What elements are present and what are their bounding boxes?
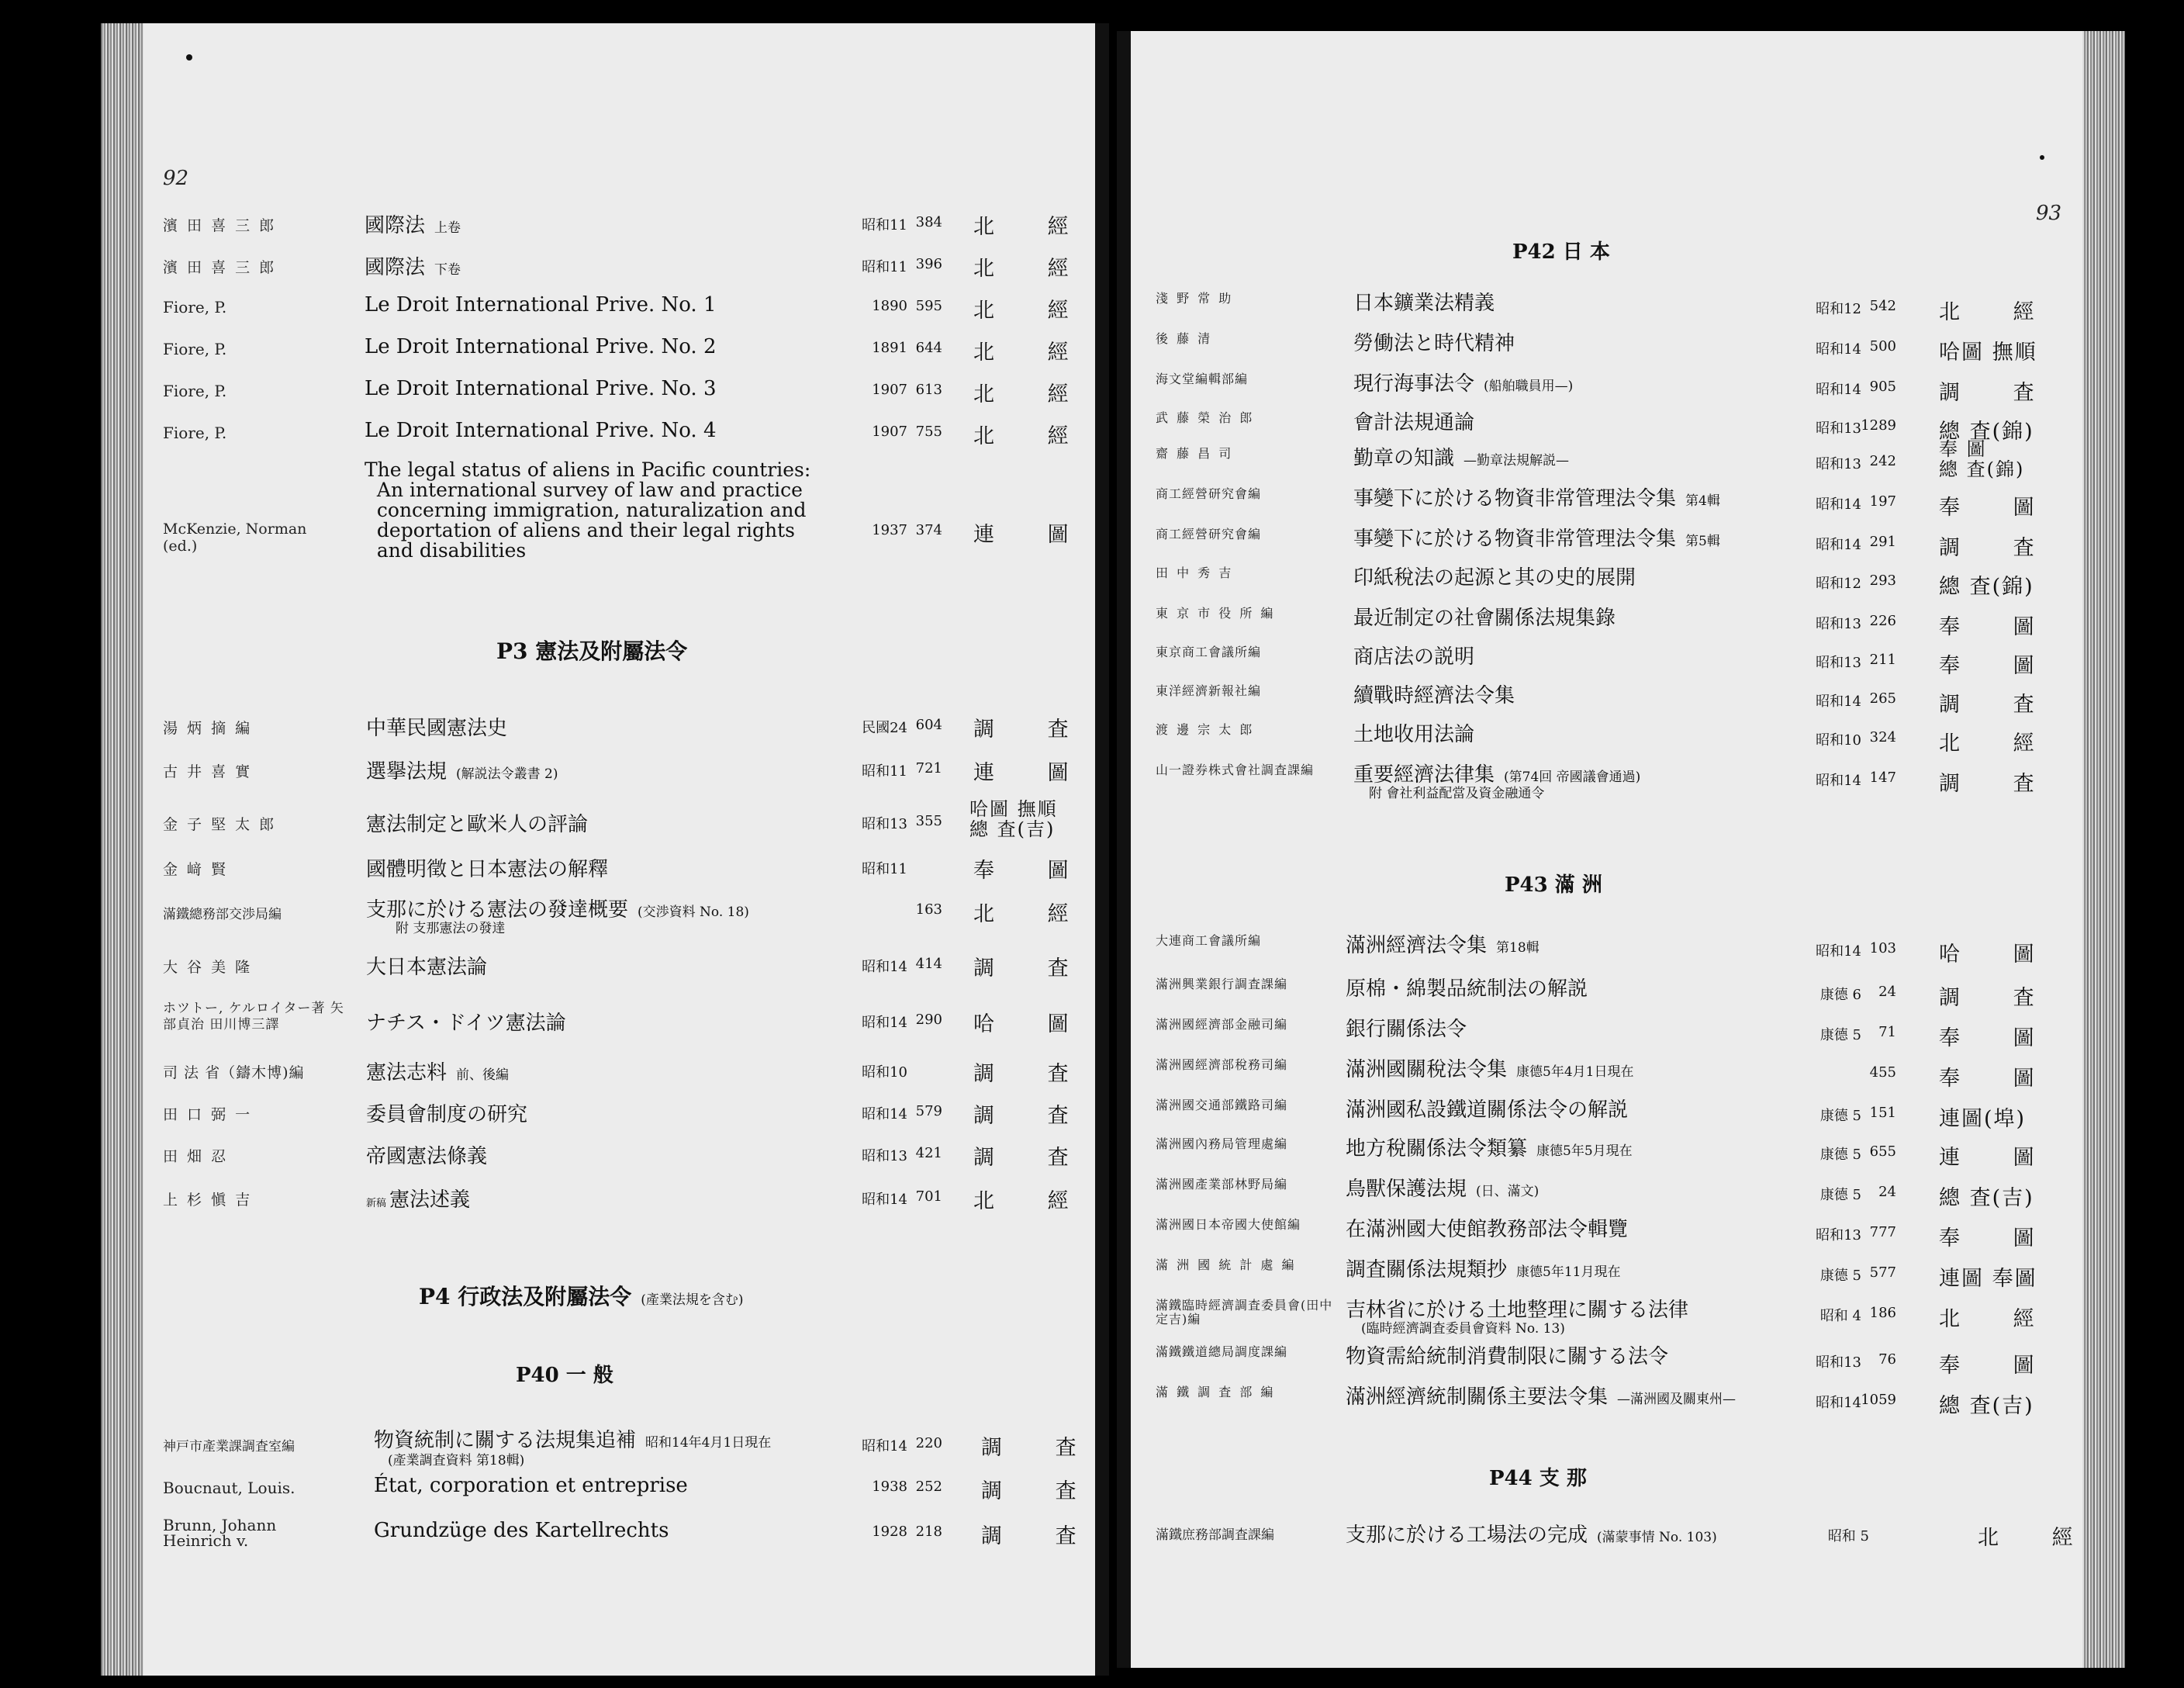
entry-location: 北 經: [1939, 732, 2058, 756]
entry-title: 物資統制に關する法規集追補 昭和14年4月1日現在: [374, 1429, 772, 1452]
entry-location: 調 査: [973, 718, 1092, 742]
entry-year: 昭和14: [862, 1015, 907, 1031]
entry-location: 調 査: [1939, 381, 2058, 405]
entry-row-multiline: [163, 460, 1094, 584]
entry-title: 印紙稅法の起源と其の史的展開: [1353, 566, 1636, 590]
entry-author: 滿鐵臨時經濟調査委員會(田中定吉)編: [1156, 1298, 1333, 1327]
entry-title: 憲法制定と歐米人の評論: [366, 813, 589, 836]
entry-row: [1156, 1094, 2086, 1131]
entry-row: [163, 1140, 1094, 1171]
entry-author: McKenzie, Norman (ed.): [163, 521, 307, 555]
entry-author: Brunn, Johann Heinrich v.: [163, 1516, 277, 1550]
entry-row: [1156, 483, 2086, 520]
entry-pages: 455: [1869, 1064, 1896, 1081]
entry-year: 昭和14: [1816, 694, 1861, 710]
entry-author: 司 法 省（鑄木博)編: [163, 1064, 305, 1081]
entry-location: 哈 圖: [1939, 943, 2058, 967]
entry-author: 商工經營研究會編: [1156, 486, 1262, 501]
entry-title: 國際法 上卷: [365, 214, 461, 237]
entry-row: [1156, 327, 2086, 365]
entry-row: [1156, 1340, 2086, 1378]
section-heading-p40: P40 一 般: [516, 1364, 613, 1387]
entry-year: 昭和14: [862, 1438, 907, 1455]
entry-pages: 613: [915, 382, 942, 398]
entry-pages: 324: [1869, 729, 1896, 745]
entry-location: 奉 圖: [1939, 654, 2058, 678]
entry-row: [163, 377, 1094, 408]
entry-location: 北 經: [1939, 300, 2058, 324]
ink-speck: [2040, 155, 2044, 160]
entry-title: État, corporation et entreprise: [374, 1474, 688, 1497]
entry-pages: 242: [1869, 453, 1896, 469]
entry-year: 昭和11: [862, 259, 907, 275]
entry-row: [163, 335, 1094, 366]
entry-year: 1937: [872, 522, 907, 538]
entry-author: 大 谷 美 隆: [163, 959, 253, 976]
entry-pages: 355: [915, 813, 942, 829]
entry-row: [1156, 1213, 2086, 1250]
entry-location: 連 圖: [973, 761, 1092, 785]
entry-row: [1156, 523, 2086, 560]
entry-pages: 76: [1878, 1351, 1896, 1368]
entry-author: 田 中 秀 吉: [1156, 566, 1234, 580]
entry-row: [1156, 368, 2086, 405]
entry-author: 上 杉 愼 吉: [163, 1192, 253, 1209]
entry-author: 金 﨑 賢: [163, 861, 229, 878]
entry-author: Boucnaut, Louis.: [163, 1479, 295, 1497]
entry-year: 康德 5: [1819, 1027, 1861, 1043]
entry-year: 康德 5: [1819, 1147, 1861, 1163]
entry-pages: 293: [1869, 572, 1896, 589]
entry-year: 昭和11: [862, 763, 907, 780]
entry-author: 湯 炳 摘 編: [163, 720, 253, 737]
entry-title: 勞働法と時代精神: [1353, 332, 1515, 355]
entry-row: [163, 419, 1094, 450]
section-heading-p4: P4 行政法及附屬法令 (產業法規を含む): [419, 1284, 744, 1309]
entry-row: [1156, 1294, 2086, 1339]
entry-location: 總 査(錦): [1939, 420, 2034, 444]
entry-row: [163, 799, 1094, 842]
entry-author: 滿 鐵 調 査 部 編: [1156, 1385, 1276, 1399]
entry-row: [163, 1516, 1100, 1562]
page-number: 92: [163, 167, 189, 190]
entry-row: [163, 1057, 1094, 1088]
entry-location: 奉 圖: [1939, 1067, 2058, 1091]
entry-author: 武 藤 榮 治 郎: [1156, 410, 1255, 425]
entry-title: 最近制定の社會關係法規集錄: [1353, 607, 1616, 630]
entry-pages: 905: [1869, 379, 1896, 395]
entry-subtitle: 附 支那憲法の發達: [396, 921, 506, 936]
entry-year: 昭和13: [1816, 655, 1861, 671]
entry-title: 銀行關係法令: [1346, 1018, 1467, 1041]
entry-location: 調 査: [981, 1436, 1100, 1460]
entry-pages: 226: [1869, 613, 1896, 629]
entry-title: Le Droit International Prive. No. 3: [365, 377, 717, 400]
entry-author: 渡 邊 宗 太 郎: [1156, 722, 1255, 737]
entry-title: 鳥獸保護法規 (日、滿文): [1346, 1178, 1540, 1201]
entry-title: 原棉・綿製品統制法の解説: [1346, 977, 1588, 1001]
entry-pages: 147: [1869, 770, 1896, 786]
entry-row: [1156, 680, 2086, 717]
entry-author: 山一證券株式會社調査課編: [1156, 763, 1315, 777]
entry-author: 滿洲國日本帝國大使館編: [1156, 1217, 1301, 1232]
entry-title: 物資需給統制消費制限に關する法令: [1346, 1345, 1669, 1368]
entry-year: 昭和13: [1816, 420, 1861, 437]
entry-row: [1156, 562, 2086, 599]
entry-title: Le Droit International Prive. No. 1: [365, 293, 717, 316]
entry-pages: 291: [1869, 534, 1896, 550]
entry-pages: 414: [915, 956, 942, 972]
entry-author: 東洋經濟新報社編: [1156, 683, 1262, 698]
entry-pages: 290: [915, 1012, 942, 1028]
entry-location: 調 査: [1939, 693, 2058, 717]
entry-location: 北 經: [1939, 1307, 2058, 1331]
entry-pages: 500: [1869, 338, 1896, 355]
left-page: [101, 23, 1109, 1676]
entry-title: 吉林省に於ける土地整理に關する法律: [1346, 1299, 1689, 1322]
entry-pages: 186: [1869, 1305, 1896, 1321]
entry-author: 東 京 市 役 所 編: [1156, 606, 1276, 621]
entry-year: 昭和14: [1816, 1395, 1861, 1411]
entry-title: 滿洲國關稅法令集 康德5年4月1日現在: [1346, 1058, 1634, 1081]
entry-row: [163, 712, 1094, 743]
entry-pages: 421: [915, 1145, 942, 1161]
entry-row: [163, 251, 1094, 282]
entry-row: [163, 756, 1094, 787]
entry-year: 昭和14: [862, 959, 907, 975]
entry-location: 調 査: [973, 1104, 1092, 1128]
page-number: 93: [2036, 202, 2062, 225]
entry-author: 神戸市產業課調査室編: [163, 1439, 295, 1455]
entry-title: 選擧法規 (解説法令叢書 2): [366, 760, 558, 783]
entry-row: [1156, 602, 2086, 639]
entry-location: 奉 圖: [1939, 1226, 2058, 1250]
entry-title: 事變下に於ける物資非常管理法令集 第4輯: [1353, 487, 1720, 510]
entry-author: 商工經營研究會編: [1156, 527, 1262, 541]
entry-location: 連圖(埠): [1939, 1107, 2027, 1131]
entry-year: 昭和13: [1816, 1354, 1861, 1371]
entry-row: [163, 993, 1094, 1047]
entry-location: 奉 圖 總 査(錦): [1939, 438, 2025, 480]
entry-year: 昭和14: [862, 1106, 907, 1122]
gutter-shadow: [1095, 23, 1109, 1676]
entry-pages: 211: [1869, 652, 1896, 668]
entry-author: 滿洲國內務局管理處編: [1156, 1136, 1288, 1151]
entry-author: 滿洲國經濟部金融司編: [1156, 1017, 1288, 1032]
entry-pages: 218: [915, 1524, 942, 1540]
entry-row: [1156, 1013, 2086, 1050]
entry-title: Le Droit International Prive. No. 4: [365, 419, 717, 442]
entry-pages: 265: [1869, 690, 1896, 707]
entry-pages: 71: [1878, 1024, 1896, 1040]
entry-year: 昭和10: [862, 1064, 907, 1081]
entry-location: 總 査(錦): [1939, 575, 2034, 599]
entry-location: 北 經: [973, 215, 1092, 239]
entry-pages: 1289: [1861, 417, 1896, 434]
entry-year: 昭和14: [1816, 537, 1861, 553]
entry-location: 北 經: [973, 902, 1092, 926]
entry-row: [1156, 1053, 2086, 1091]
entry-location: 調 査: [1939, 986, 2058, 1010]
entry-title: ナチス・ドイツ憲法論: [366, 1012, 566, 1035]
entry-location: 總 査(吉): [1939, 1394, 2034, 1418]
entry-title: 委員會制度の研究: [366, 1103, 528, 1126]
entry-title: 大日本憲法論: [366, 956, 488, 979]
entry-author: 滿鐵庶務部調査課編: [1156, 1527, 1274, 1543]
entry-location: 北 經: [973, 299, 1092, 323]
entry-year: 1891: [872, 340, 907, 356]
entry-author: 淺 野 常 助: [1156, 291, 1234, 306]
entry-pages: 701: [915, 1188, 942, 1205]
entry-row: [1156, 1133, 2086, 1170]
entry-author: 滿洲國產業部林野局編: [1156, 1177, 1288, 1192]
entry-pages: 103: [1869, 940, 1896, 956]
entry-author: 大連商工會議所編: [1156, 933, 1262, 948]
section-heading-p3: P3 憲法及附屬法令: [496, 638, 688, 664]
entry-location: 連 圖: [973, 523, 1092, 547]
entry-title: 事變下に於ける物資非常管理法令集 第5輯: [1353, 528, 1720, 551]
entry-year: 昭和 5: [1827, 1528, 1869, 1544]
entry-title: 現行海事法令 (船舶職員用—): [1353, 372, 1574, 396]
entry-year: 昭和 4: [1819, 1308, 1861, 1324]
entry-location: 北 經: [973, 341, 1092, 365]
entry-year: 昭和13: [1816, 1227, 1861, 1244]
entry-author: Fiore, P.: [163, 424, 227, 442]
entry-location: 調 査: [981, 1524, 1100, 1548]
entry-pages: 163: [915, 901, 942, 918]
entry-title: 續戰時經濟法令集: [1353, 684, 1515, 707]
entry-year: 1890: [872, 298, 907, 314]
entry-title: 土地收用法論: [1353, 723, 1475, 746]
entry-author: 滿鐵鐵道總局調度課編: [1156, 1344, 1288, 1359]
entry-year: 昭和12: [1816, 576, 1861, 592]
entry-author: ホツトー, ケルロイター著 矢部貞治 田川博三譯: [163, 1001, 344, 1033]
entry-author: 齋 藤 昌 司: [1156, 446, 1234, 461]
entry-pages: 220: [915, 1435, 942, 1451]
entry-year: 民國24: [862, 720, 907, 736]
entry-title: Le Droit International Prive. No. 2: [365, 335, 717, 358]
entry-row: [163, 293, 1094, 324]
entry-row: [1156, 1254, 2086, 1291]
entry-location: 調 査: [1939, 536, 2058, 560]
entry-year: 昭和14: [1816, 341, 1861, 358]
entry-author: Fiore, P.: [163, 340, 227, 358]
entry-year: 昭和11: [862, 861, 907, 877]
entry-pages: 604: [915, 717, 942, 733]
entry-location: 奉 圖: [1939, 496, 2058, 520]
entry-author: 濱 田 喜 三 郎: [163, 259, 277, 276]
entry-title: The legal status of aliens in Pacific countries: An international survey of law and practice concerning immigration, naturalization and deportation of aliens and their legal rights and disabilities: [365, 458, 811, 562]
entry-title: 國際法 下卷: [365, 256, 461, 279]
entry-location: 北 經: [1978, 1526, 2096, 1550]
entry-location: 連圖 奉圖: [1939, 1267, 2037, 1291]
entry-pages: 384: [915, 214, 942, 230]
entry-author: 滿洲興業銀行調査課編: [1156, 977, 1288, 991]
entry-row: [1156, 1519, 2096, 1550]
entry-pages: 374: [915, 522, 942, 538]
entry-year: 昭和13: [862, 816, 907, 832]
entry-pages: 721: [915, 760, 942, 777]
ink-speck: [186, 54, 192, 61]
entry-subtitle: (臨時經濟調査委員會資料 No. 13): [1361, 1321, 1565, 1337]
entry-year: 昭和14: [1816, 496, 1861, 513]
entry-pages: 655: [1869, 1143, 1896, 1160]
entry-subtitle: 附 會社利益配當及資金融通令: [1369, 786, 1545, 801]
entry-row: [1156, 718, 2086, 756]
entry-title: 支那に於ける工場法の完成 (滿蒙事情 No. 103): [1346, 1524, 1717, 1547]
entry-title: 調査關係法規類抄 康德5年11月現在: [1346, 1258, 1621, 1282]
entry-year: 昭和11: [862, 217, 907, 233]
entry-year: 昭和13: [1816, 456, 1861, 472]
entry-author: 滿 洲 國 統 計 處 編: [1156, 1257, 1297, 1272]
entry-year: 昭和10: [1816, 732, 1861, 749]
entry-row: [163, 951, 1094, 982]
entry-location: 總 査(吉): [1939, 1186, 2034, 1210]
entry-location: 奉 圖: [1939, 1026, 2058, 1050]
entry-row: [1156, 1381, 2086, 1418]
entry-row: [163, 209, 1094, 240]
entry-location: 北 經: [973, 424, 1092, 448]
entry-pages: 396: [915, 256, 942, 272]
entry-author: 後 藤 清: [1156, 331, 1213, 346]
entry-pages: 151: [1869, 1105, 1896, 1121]
entry-row: [163, 1098, 1094, 1129]
entry-row: [1156, 759, 2086, 804]
entry-location: 北 經: [973, 382, 1092, 406]
entry-location: 連 圖: [1939, 1146, 2058, 1170]
entry-author: 田 口 弼 一: [163, 1106, 253, 1123]
entry-row: [163, 1474, 1100, 1505]
entry-year: 昭和14: [1816, 382, 1861, 398]
entry-year: 康德 5: [1819, 1187, 1861, 1203]
entry-location: 奉 圖: [973, 859, 1092, 883]
entry-title: 國體明徵と日本憲法の解釋: [366, 858, 609, 881]
entry-title: 地方稅關係法令類纂 康德5年5月現在: [1346, 1137, 1633, 1160]
entry-title: 中華民國憲法史: [366, 717, 508, 740]
entry-author: 海文堂編輯部編: [1156, 372, 1249, 386]
entry-author: 滿鐵總務部交渉局編: [163, 907, 282, 922]
entry-author: 東京商工會議所編: [1156, 645, 1262, 659]
entry-year: 1907: [872, 382, 907, 398]
section-heading-p44: P44 支 那: [1489, 1467, 1587, 1490]
entry-year: 昭和14: [862, 1192, 907, 1208]
entry-author: 滿洲國經濟部稅務司編: [1156, 1057, 1288, 1072]
entry-location: 北 經: [973, 1189, 1092, 1213]
entry-title: 憲法志料 前、後編: [366, 1061, 510, 1084]
entry-year: 昭和14: [1816, 773, 1861, 789]
entry-location: 調 査: [973, 956, 1092, 981]
entry-title: 滿洲國私設鐵道關係法令の解説: [1346, 1098, 1629, 1122]
entry-location: 哈圖 撫順 總 査(吉): [969, 798, 1058, 840]
entry-location: 調 査: [1939, 772, 2058, 796]
entry-title: 滿洲經濟法令集 第18輯: [1346, 934, 1540, 957]
entry-row: [163, 891, 1094, 937]
entry-year: 康德 5: [1819, 1108, 1861, 1124]
entry-location: 調 査: [973, 1146, 1092, 1170]
entry-year: 康德 5: [1819, 1268, 1861, 1284]
entry-location: 哈 圖: [973, 1012, 1092, 1036]
left-page-edge: [101, 23, 143, 1676]
entry-location: 北 經: [973, 257, 1092, 281]
entry-title: 滿洲經濟統制關係主要法令集 —滿洲國及關東州—: [1346, 1385, 1736, 1409]
entry-year: 昭和13: [862, 1148, 907, 1164]
entry-row: [1156, 641, 2086, 678]
section-heading-p43: P43 滿 洲: [1505, 873, 1602, 897]
entry-location: 哈圖 撫順: [1939, 341, 2037, 365]
entry-row: [1156, 1173, 2086, 1210]
entry-pages: 777: [1869, 1224, 1896, 1240]
entry-title: 新稿 憲法述義: [366, 1188, 471, 1212]
entry-pages: 577: [1869, 1264, 1896, 1281]
entry-row: [163, 1424, 1100, 1471]
entry-title: 在滿洲國大使館教務部法令輯覽: [1346, 1218, 1629, 1241]
entry-row: [1156, 973, 2086, 1010]
gutter-shadow: [1117, 31, 1131, 1668]
entry-author: Fiore, P.: [163, 298, 227, 316]
entry-subtitle: (產業調査資料 第18輯): [388, 1453, 525, 1468]
entry-title: 重要經濟法律集 (第74回 帝國議會通過): [1353, 763, 1641, 787]
entry-pages: 1059: [1861, 1392, 1896, 1408]
entry-row: [1156, 929, 2086, 967]
entry-row: [163, 1184, 1094, 1215]
entry-year: 1928: [872, 1524, 907, 1540]
entry-pages: 595: [915, 298, 942, 314]
entry-pages: 644: [915, 340, 942, 356]
entry-pages: 252: [915, 1479, 942, 1495]
entry-title: 勤章の知識 —勤章法規解説—: [1353, 447, 1570, 470]
entry-author: 古 井 喜 實: [163, 763, 253, 780]
entry-author: Fiore, P.: [163, 382, 227, 400]
entry-pages: 24: [1878, 1184, 1896, 1200]
right-page: [1117, 31, 2125, 1668]
entry-pages: 24: [1878, 984, 1896, 1000]
entry-row: [1156, 438, 2086, 480]
entry-title: 支那に於ける憲法の發達概要 (交渉資料 No. 18): [366, 898, 749, 922]
entry-title: 商店法の説明: [1353, 645, 1475, 669]
entry-author: 滿洲國交通部鐵路司編: [1156, 1098, 1288, 1112]
entry-location: 奉 圖: [1939, 615, 2058, 639]
entry-location: 奉 圖: [1939, 1354, 2058, 1378]
entry-location: 調 査: [973, 1062, 1092, 1086]
entry-year: 1907: [872, 424, 907, 440]
entry-row: [163, 853, 1094, 884]
entry-pages: 197: [1869, 493, 1896, 510]
entry-pages: 755: [915, 424, 942, 440]
entry-year: 1938: [872, 1479, 907, 1495]
entry-pages: 579: [915, 1103, 942, 1119]
right-page-edge: [2082, 31, 2125, 1668]
entry-pages: 542: [1869, 298, 1896, 314]
entry-row: [1156, 406, 2086, 444]
section-heading-p42: P42 日 本: [1512, 240, 1610, 264]
entry-year: 康德 6: [1819, 987, 1861, 1003]
entry-title: 帝國憲法條義: [366, 1145, 488, 1168]
entry-title: Grundzüge des Kartellrechts: [374, 1519, 669, 1542]
entry-year: 昭和13: [1816, 616, 1861, 632]
entry-location: 調 査: [981, 1479, 1100, 1503]
entry-row: [1156, 287, 2086, 324]
entry-year: 昭和14: [1816, 943, 1861, 960]
entry-author: 濱 田 喜 三 郎: [163, 217, 277, 234]
entry-title: 日本鑛業法精義: [1353, 292, 1495, 315]
entry-author: 金 子 堅 太 郎: [163, 816, 277, 833]
entry-year: 昭和12: [1816, 301, 1861, 317]
entry-author: 田 畑 忍: [163, 1148, 229, 1165]
entry-title: 會計法規通論: [1353, 411, 1475, 434]
